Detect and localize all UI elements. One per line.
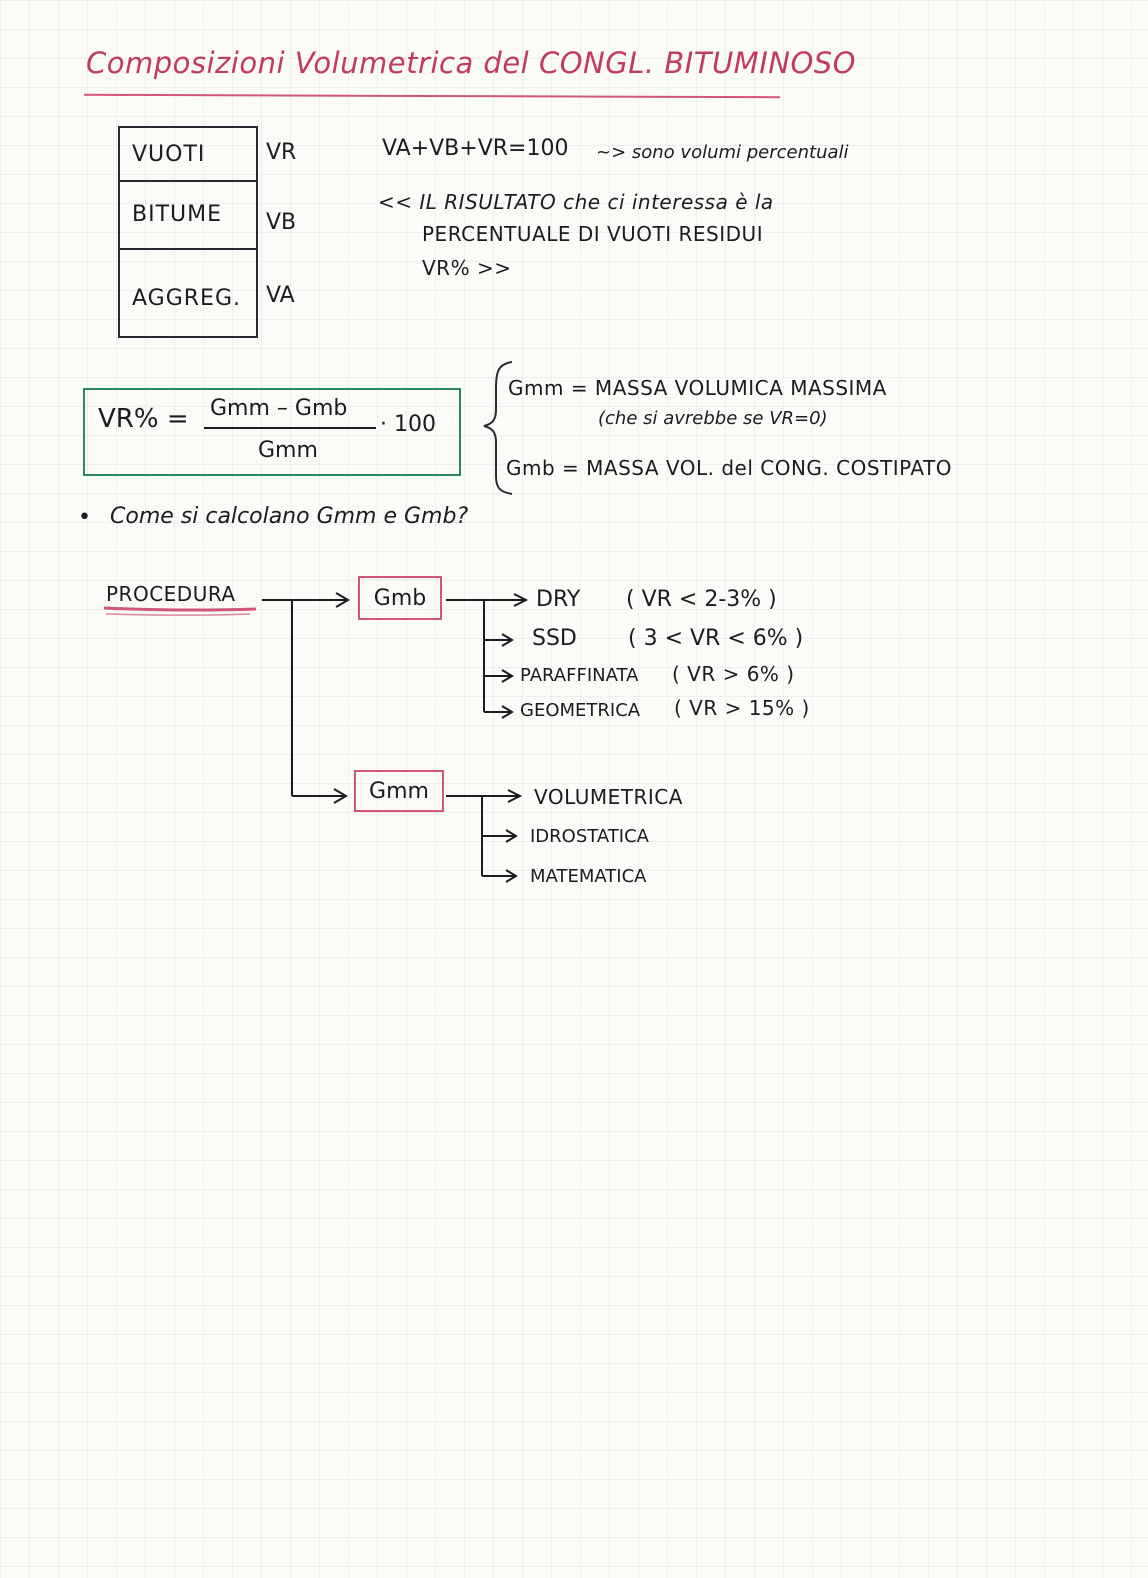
gmb-method-condition: ( VR < 2-3% ) [626,587,777,612]
procedure-label: PROCEDURA [106,582,236,606]
gmm-label: Gmm [369,778,429,804]
formula-numerator: Gmm – Gmb [210,396,348,421]
phase-label: AGGREG. [132,286,241,311]
phase-label: BITUME [132,202,223,227]
interest-note-line2: PERCENTUALE DI VUOTI RESIDUI [422,222,764,246]
definition-gmm: Gmm = MASSA VOLUMICA MASSIMA [508,376,887,400]
gmb-box [358,576,442,620]
formula-factor: · 100 [380,412,436,437]
volume-note: ~> sono volumi percentuali [596,142,849,163]
gmb-method-name: GEOMETRICA [520,700,641,721]
gmb-method-condition: ( VR > 6% ) [672,662,795,686]
bullet: • [78,505,91,530]
gmb-method-name: DRY [536,587,581,612]
question: Come si calcolano Gmm e Gmb? [110,504,469,529]
gmm-method: VOLUMETRICA [534,785,683,809]
page-title: Composizioni Volumetrica del CONGL. BITUMINOSO [86,46,857,80]
interest-note-line3: VR% >> [422,256,512,280]
formula-lhs: VR% = [98,404,189,434]
phase-symbol: VR [266,140,297,165]
gmm-box [354,770,444,812]
gmb-method-name: PARAFFINATA [520,665,639,686]
volume-equation: VA+VB+VR=100 [382,136,569,161]
phase-symbol: VB [266,210,297,235]
interest-note-line1: << IL RISULTATO che ci interessa è la [378,190,774,214]
phase-symbol: VA [266,283,295,308]
gmm-method: MATEMATICA [530,866,647,887]
gmb-label: Gmb [373,585,427,611]
phase-label: VUOTI [132,142,206,167]
definition-gmb: Gmb = MASSA VOL. del CONG. COSTIPATO [506,456,952,480]
gmb-method-condition: ( 3 < VR < 6% ) [628,626,804,651]
definition-gmm-note: (che si avrebbe se VR=0) [598,408,828,429]
formula-denominator: Gmm [258,438,318,463]
gmb-method-name: SSD [532,626,577,651]
gmm-method: IDROSTATICA [530,826,649,847]
gmb-method-condition: ( VR > 15% ) [674,696,810,720]
